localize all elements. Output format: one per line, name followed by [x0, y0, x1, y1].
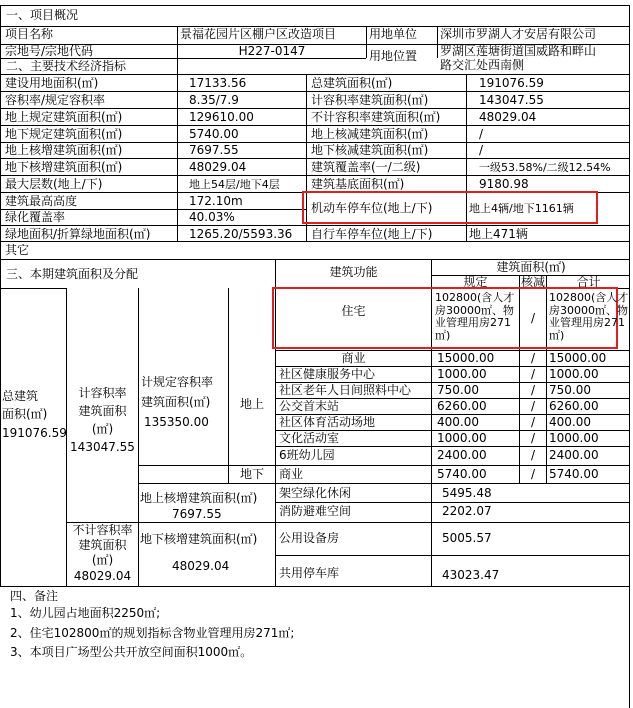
nonfa-label: 建筑面积 — [78, 539, 127, 552]
indicator-label: 地下规定建筑面积(㎡) — [5, 128, 123, 141]
function-item-total: 5740.00 — [549, 468, 599, 481]
below-add-item-value: 43023.47 — [442, 569, 500, 582]
other-label: 其它 — [5, 244, 30, 257]
below-add-item: 公用设备房 — [279, 532, 340, 545]
below-add-item: 共用停车库 — [279, 567, 340, 580]
function-item: 社区老年人日间照料中心 — [279, 384, 412, 397]
table-border — [0, 5, 1, 587]
function-item: 社区体育活动场地 — [279, 416, 376, 429]
table-line — [228, 288, 229, 483]
above-add-item-value: 5495.48 — [442, 487, 492, 500]
above-add-item-value: 2202.07 — [442, 505, 492, 518]
indicator-value: / — [479, 144, 484, 157]
parking-value: 地上4辆/地下1161辆 — [469, 202, 574, 215]
function-item: 公交首末站 — [279, 400, 340, 413]
section-2-title: 二、主要技术经济指标 — [6, 60, 127, 73]
table-line — [66, 522, 630, 523]
parcel-label: 宗地号/宗地代码 — [5, 45, 94, 58]
table-line — [0, 91, 630, 92]
table-border — [0, 5, 630, 6]
fa-area-label: 建筑面积 — [78, 405, 127, 418]
table-line — [0, 586, 630, 587]
table-line — [138, 465, 630, 466]
note-item: 2、住宅102800㎡的规划指标含物业管理用房271㎡; — [10, 627, 295, 640]
function-item-plan: 400.00 — [437, 416, 479, 429]
indicator-value: 8.35/7.9 — [189, 94, 239, 107]
indicator-value: 143047.55 — [479, 94, 544, 107]
indicator-value: / — [479, 128, 484, 141]
table-line — [0, 158, 630, 159]
parcel-code: H227-0147 — [238, 45, 306, 58]
table-line — [177, 26, 178, 241]
green-area-value: 1265.20/5593.36 — [189, 228, 293, 241]
table-line — [275, 398, 630, 399]
above-ground-label: 地上 — [239, 398, 264, 411]
plan-fa-value: 135350.00 — [144, 416, 209, 429]
max-height-value: 172.10m — [189, 195, 243, 208]
indicator-label: 地上核减建筑面积(㎡) — [311, 128, 429, 141]
location-line-1: 罗湖区莲塘街道国威路和畔山 — [440, 45, 597, 58]
above-add-value: 7697.55 — [172, 508, 222, 521]
above-add-item: 架空绿化休闲 — [279, 487, 352, 500]
green-area-label: 绿地面积/折算绿地面积(㎡) — [5, 228, 151, 241]
function-item-verify: / — [530, 449, 536, 462]
function-item-total: 15000.00 — [549, 352, 607, 365]
table-line — [0, 288, 66, 289]
table-line — [275, 502, 630, 503]
residence-total: 102800(含人才房30000㎡、物业管理用房271㎡) — [549, 292, 629, 342]
table-line — [0, 108, 630, 109]
location-label: 用地位置 — [369, 50, 418, 63]
function-header: 建筑功能 — [329, 266, 378, 279]
function-item-total: 1000.00 — [549, 432, 599, 445]
function-item-verify: / — [530, 352, 536, 365]
indicator-value: 地上54层/地下4层 — [189, 178, 280, 191]
function-item-verify: / — [530, 368, 536, 381]
table-border — [629, 5, 630, 708]
table-line — [275, 430, 630, 431]
below-add-value: 48029.04 — [172, 560, 230, 573]
residence-plan: 102800(含人才房30000㎡、物业管理用房271㎡) — [435, 292, 515, 342]
below-add-label: 地下核增建筑面积(㎡) — [140, 533, 258, 546]
function-item: 商业 — [341, 352, 366, 365]
col-plan-header: 规定 — [463, 276, 488, 289]
indicator-value: 一级53.58%/二级12.54% — [479, 161, 611, 174]
table-line — [138, 483, 630, 484]
function-item-plan: 6260.00 — [437, 400, 487, 413]
function-item-total: 750.00 — [549, 384, 591, 397]
function-item-total: 2400.00 — [549, 449, 599, 462]
function-item: 文化活动室 — [279, 432, 340, 445]
land-unit-label: 用地单位 — [369, 28, 418, 41]
table-line — [366, 26, 367, 58]
function-item-verify: / — [530, 400, 536, 413]
table-line — [0, 209, 306, 210]
table-line — [0, 26, 630, 27]
note-item: 1、幼儿园占地面积2250㎡; — [10, 607, 161, 620]
function-item-plan: 1000.00 — [437, 432, 487, 445]
project-name-label: 项目名称 — [5, 28, 54, 41]
indicator-label: 地上规定建筑面积(㎡) — [5, 111, 123, 124]
table-line — [138, 288, 139, 586]
indicator-label: 建筑覆盖率(一/二级) — [311, 161, 421, 174]
table-line — [275, 446, 630, 447]
indicator-label: 建筑基底面积(㎡) — [311, 178, 405, 191]
indicator-value: 17133.56 — [189, 77, 247, 90]
green-rate-value: 40.03% — [189, 211, 235, 224]
indicator-value: 48029.04 — [479, 111, 537, 124]
table-line — [275, 382, 630, 383]
table-line — [0, 74, 630, 75]
indicator-label: 地上核增建筑面积(㎡) — [5, 144, 123, 157]
table-line — [275, 366, 630, 367]
max-height-label: 建筑最高高度 — [5, 195, 78, 208]
total-area-value: 191076.59 — [2, 427, 67, 440]
col-verify-header: 核减 — [520, 276, 545, 289]
table-line — [0, 259, 630, 260]
indicator-value: 7697.55 — [189, 144, 239, 157]
col-total-header: 合计 — [576, 276, 601, 289]
indicator-value: 129610.00 — [189, 111, 254, 124]
function-item-total: 400.00 — [549, 416, 591, 429]
fa-area-label: 计容积率 — [78, 387, 127, 400]
indicator-label: 建设用地面积(㎡) — [5, 77, 99, 90]
function-item-total: 1000.00 — [549, 368, 599, 381]
function-item-plan: 15000.00 — [437, 352, 495, 365]
table-line — [275, 350, 630, 351]
indicator-label: 地下核增建筑面积(㎡) — [5, 161, 123, 174]
indicator-value: 9180.98 — [479, 178, 529, 191]
indicator-label: 地下核减建筑面积(㎡) — [311, 144, 429, 157]
table-line — [275, 555, 630, 556]
residence-verify: / — [530, 312, 536, 325]
section-1-title: 一、项目概况 — [6, 9, 79, 22]
function-item-plan: 5740.00 — [437, 468, 487, 481]
function-item: 6班幼儿园 — [279, 449, 335, 462]
residence-label: 住宅 — [341, 305, 366, 318]
function-item-plan: 1000.00 — [437, 368, 487, 381]
indicator-value: 5740.00 — [189, 128, 239, 141]
fa-area-label: (㎡) — [91, 423, 114, 436]
note-item: 3、本项目广场型公共开放空间面积1000㎡。 — [10, 646, 253, 659]
table-line — [0, 142, 630, 143]
table-line — [0, 125, 630, 126]
table-line — [0, 58, 366, 59]
indicator-label: 不计容积率建筑面积(㎡) — [311, 111, 441, 124]
project-name: 景福花园片区棚户区改造项目 — [180, 28, 337, 41]
plan-fa-label: 建筑面积(㎡) — [141, 396, 211, 409]
area-header: 建筑面积(㎡) — [496, 261, 566, 274]
table-line — [0, 175, 630, 176]
function-item: 社区健康服务中心 — [279, 368, 376, 381]
parking-label: 机动车停车位(地上/下) — [311, 202, 433, 215]
table-line — [275, 414, 630, 415]
bike-parking-label: 自行车停车位(地上/下) — [311, 228, 433, 241]
total-area-label: 总建筑 — [2, 390, 39, 403]
above-add-label: 地上核增建筑面积(㎡) — [140, 492, 258, 505]
indicator-value: 191076.59 — [479, 77, 544, 90]
indicator-label: 容积率/规定容积率 — [5, 94, 106, 107]
indicator-value: 48029.04 — [189, 161, 247, 174]
below-ground-label: 地下 — [239, 468, 264, 481]
table-line — [437, 26, 438, 58]
location-line-2: 路交汇处西南侧 — [440, 59, 525, 72]
indicator-label: 计容积率建筑面积(㎡) — [311, 94, 429, 107]
fa-area-value: 143047.55 — [70, 441, 135, 454]
function-item-verify: / — [530, 432, 536, 445]
nonfa-value: 48029.04 — [73, 570, 132, 583]
function-item: 商业 — [279, 468, 304, 481]
function-item-plan: 750.00 — [437, 384, 479, 397]
above-add-item: 消防避难空间 — [279, 505, 352, 518]
plan-fa-label: 计规定容积率 — [141, 376, 214, 389]
land-unit: 深圳市罗湖人才安居有限公司 — [440, 28, 597, 41]
function-item-plan: 2400.00 — [437, 449, 487, 462]
table-line — [0, 241, 630, 242]
indicator-label: 最大层数(地上/下) — [5, 178, 103, 191]
section-4-title: 四、备注 — [10, 590, 59, 603]
table-line — [0, 225, 630, 226]
function-item-verify: / — [530, 384, 536, 397]
section-3-title: 三、本期建筑面积及分配 — [6, 268, 139, 281]
bike-parking-value: 地上471辆 — [469, 228, 528, 241]
total-area-label: 面积(㎡) — [2, 408, 48, 421]
function-item-verify: / — [530, 468, 536, 481]
nonfa-label: (㎡) — [91, 554, 114, 567]
function-item-verify: / — [530, 416, 536, 429]
green-rate-label: 绿化覆盖率 — [5, 211, 66, 224]
indicator-label: 总建筑面积(㎡) — [311, 77, 393, 90]
function-item-total: 6260.00 — [549, 400, 599, 413]
below-add-item-value: 5005.57 — [442, 532, 492, 545]
nonfa-label: 不计容积率 — [72, 524, 133, 537]
